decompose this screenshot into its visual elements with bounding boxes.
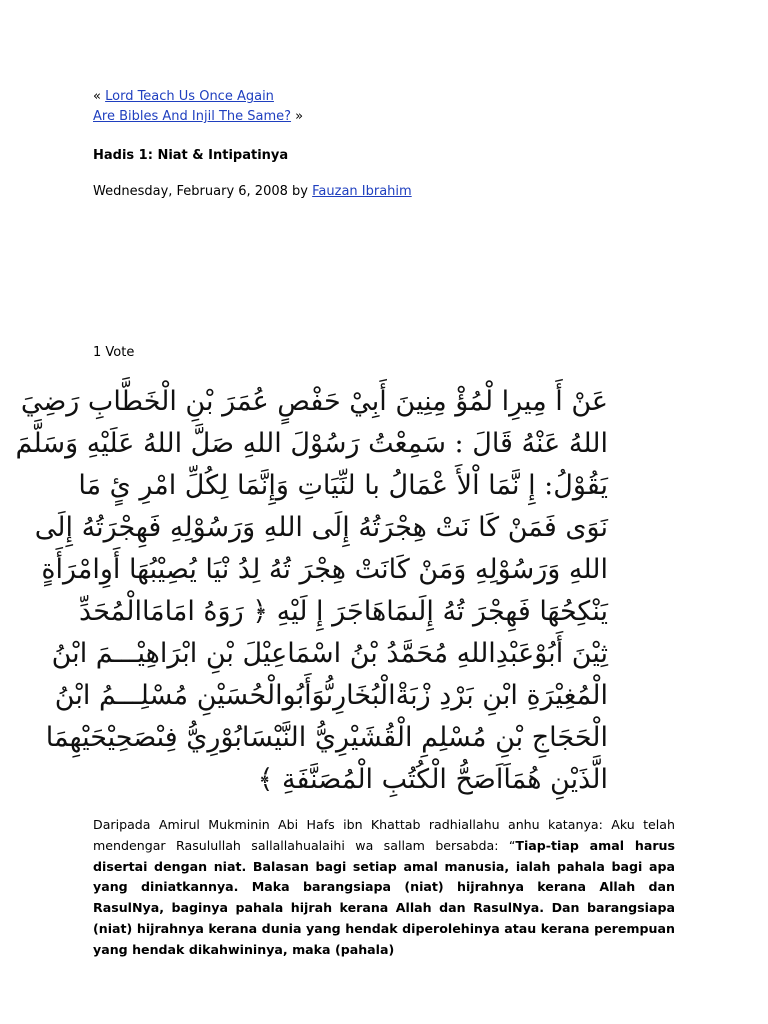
vote-count: 1 Vote: [93, 345, 135, 360]
arabic-line: الَّذَيْنِ هُمَاَاَصَحُّ الْكُتُبِ الْمُصَنَّفَةِ ﴾: [257, 764, 608, 795]
prev-post-link[interactable]: Lord Teach Us Once Again: [105, 89, 274, 104]
prev-marker: «: [93, 89, 101, 104]
arabic-line: ثِيْنَ أَبُوْعَبْدِاللهِ مُحَمَّدُ بْنُ اسْمَاعِيْلَ بْنِ ابْرَاهِيْـــمَ ابْنُ: [51, 638, 608, 669]
next-marker: »: [295, 109, 304, 124]
prev-post-nav: [93, 88, 274, 106]
arabic-hadith-text: [15, 382, 608, 810]
arabic-line: الْمُغِيْرَةِ ابْنِ بَرْدِ زْبَةْالْبُخَارِىُّوَأَبُوالْحُسَيْنِ مُسْلِـــمُ ابْنُ: [54, 680, 608, 711]
arabic-line: عَنْ أَ مِيرِا لْمُؤْ مِنِينَ أَبِيْ حَفْصٍ عُمَرَ بْنِ الْخَطَّابِ رَضِيَ: [20, 386, 608, 417]
arabic-line: اللهُ عَنْهُ قَالَ : سَمِعْتُ رَسُوْلَ اللهِ صَلَّ اللهُ عَلَيْهِ وَسَلَّمَ: [15, 428, 608, 459]
next-post-link[interactable]: Are Bibles And Injil The Same?: [93, 109, 292, 124]
arabic-line: الْحَجَاجِ بْنِ مُسْلِمِ الْقُشَيْرِيُّ النَّيْسَابُوْرِيُّ فِىْصَحِيْحَيْهِمَا: [45, 722, 608, 753]
arabic-line: يَنْكِحُهَا فَهِجْرَ تُهُ إِلَىمَاهَاجَرَ إِ لَيْهِ ﴿ رَوَهُ امَامَاالْمُحَدِّ: [79, 596, 608, 627]
translation-paragraph: [93, 815, 675, 957]
next-post-nav: [93, 108, 303, 126]
post-meta: [93, 183, 412, 201]
translation-hadith-text: Tiap-tiap amal harus disertai dengan niat. Balasan bagi setiap amal manusia, ialah pahala bagi apa yang diniatkannya. Maka barangsiapa (niat) hijrahnya kerana Allah dan RasulNya, baginya pahala hijrah kerana Allah dan RasulNya. Dan barangsiapa (niat) hijrahnya kerana dunia yang hendak diperolehinya atau kerana perempuan yang hendak dikahwininya, maka (pahala): [93, 837, 675, 957]
arabic-line: يَقُوْلُ: إِ نَّمَا اْلأَ عْمَالُ با لنِّيَاتِ وَإِنَّمَا لِكُلِّ امْرِ ئٍ مَا: [78, 470, 608, 501]
post-title: Hadis 1: Niat & Intipatinya: [93, 148, 289, 163]
post-date: Wednesday, February 6, 2008: [93, 184, 288, 199]
post-by: by: [292, 184, 308, 199]
arabic-line: نَوَى فَمَنْ كَا نَتْ هِجْرَتُهُ إِلَى اللهِ وَرَسُوْلِهِ فَهِجْرَتُهُ إِلَى: [34, 512, 608, 543]
author-link[interactable]: Fauzan Ibrahim: [312, 184, 412, 199]
translation-intro: Daripada Amirul Mukminin Abi Hafs ibn Khattab radhiallahu anhu katanya: Aku telah mendengar Rasulullah sallallahualaihi wa sallam bersabda: “: [93, 817, 675, 853]
arabic-line: اللهِ وَرَسُوْلِهِ وَمَنْ كَانَتْ هِجْرَ تُهُ لِدُ نْيَا يُصِيْبُهَا أَوِامْرَأَةٍ: [41, 554, 608, 585]
